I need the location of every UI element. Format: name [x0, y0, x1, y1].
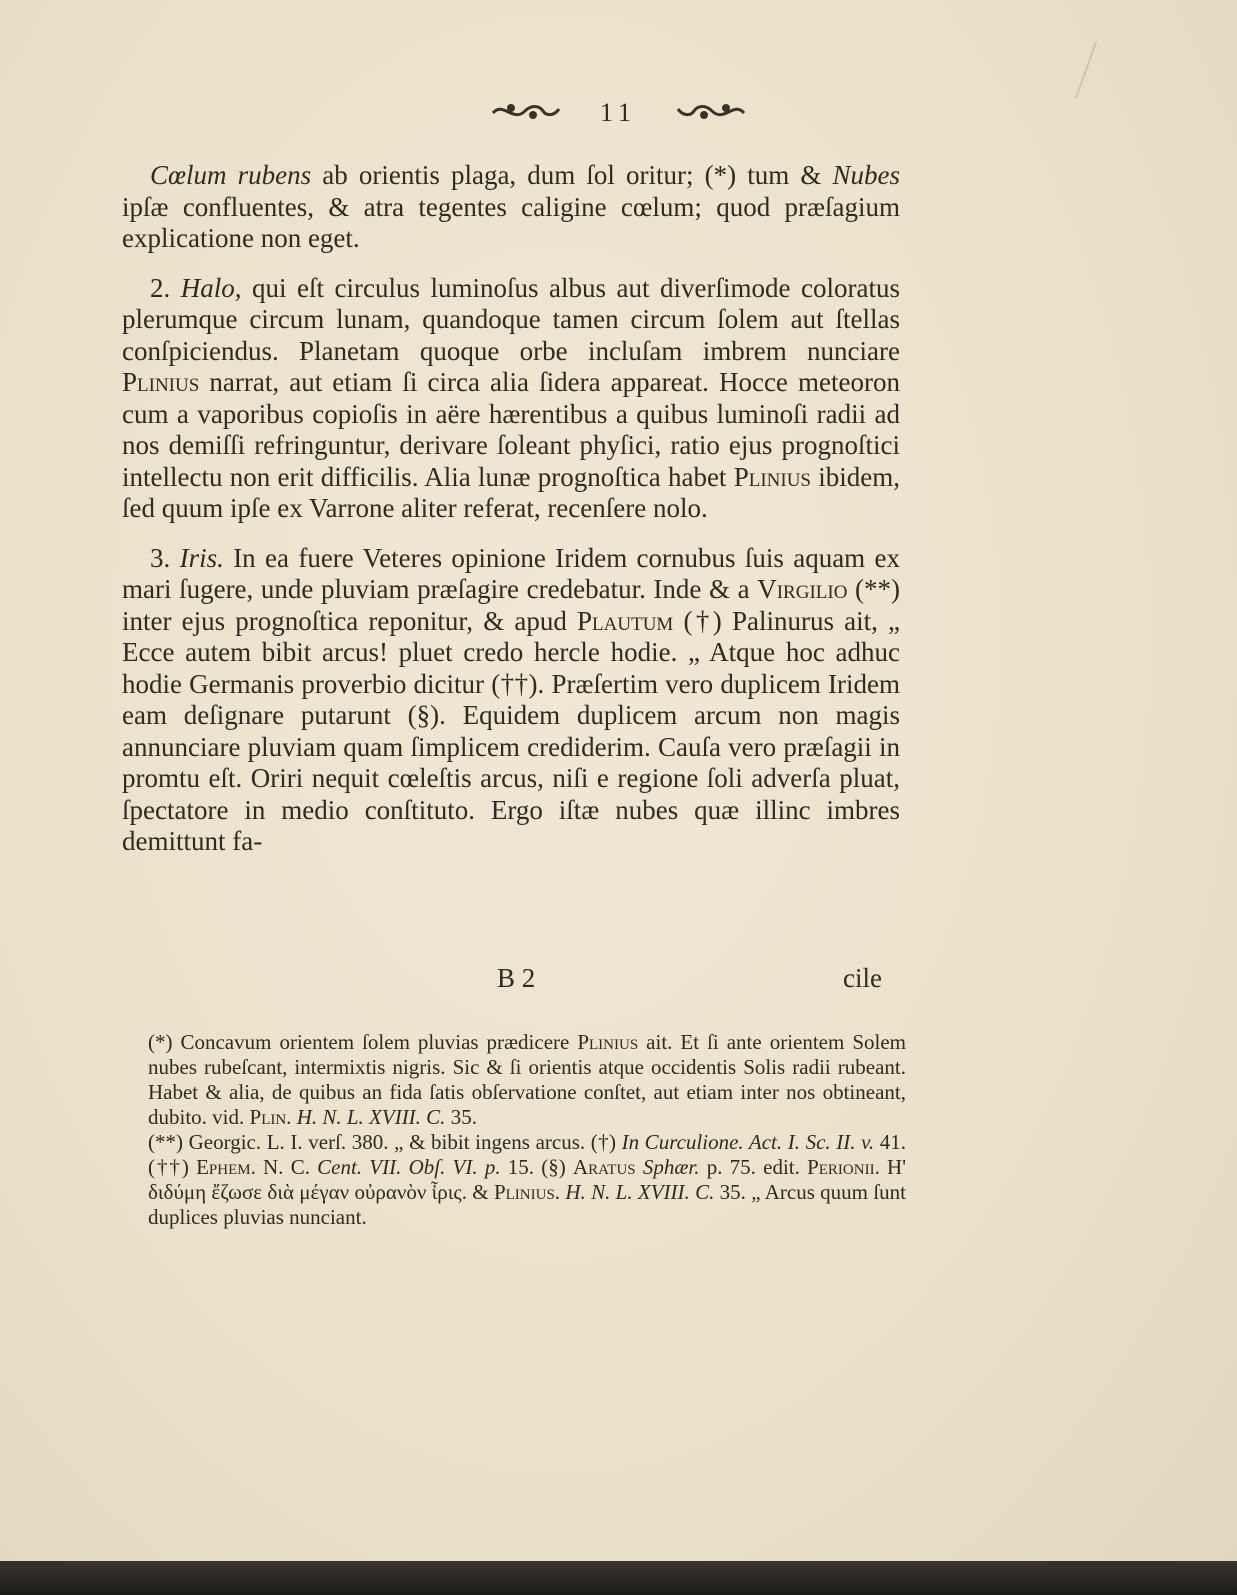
fleuron-left-icon [491, 99, 561, 132]
paper-mark [1075, 41, 1097, 98]
main-text [122, 160, 900, 858]
page-header [0, 98, 1237, 132]
fleuron-right-icon [676, 99, 746, 132]
paragraph-2-halo: 2. Halo, qui eſt circulus luminoſus albus aut diverſimode coloratus plerumque circum lunam, quandoque tamen circum ſolem aut ſtellas conſpiciendus. Planetam quoque orbe incluſam imbrem nunciare Plinius narrat, aut etiam ſi circa alia ſidera appareat. Hocce meteoron cum a vaporibus copioſis in aëre hærentibus a quibus luminoſi radii ad nos demiſſi refringuntur, derivare ſoleant phyſici, ratio ejus prognoſtici intellectu non erit difficilis. Alia lunæ prognoſtica habet Plinius ibidem, ſed quum ipſe ex Varrone aliter referat, recenſere nolo. [122, 272, 900, 523]
footnotes [148, 1030, 906, 1230]
paragraph-3-iris: 3. Iris. In ea fuere Veteres opinione Iridem cornubus ſuis aquam ex mari ſugere, unde pluviam præſagire credebatur. Inde & a Virgilio (**) inter ejus prognoſtica reponitur, & apud Plautum (†) Palinurus ait, „ Ecce autem bibit arcus! pluet credo hercle hodie. „ Atque hoc adhuc hodie Germanis proverbio dicitur (††). Præſertim vero duplicem Iridem eam deſignare putarunt (§). Equidem duplicem arcum non magis annunciare pluviam quam ſimplicem crediderim. Cauſa vero præſagii in promtu eſt. Oriri nequit cœleſtis arcus, niſi e regione ſoli adverſa pluat, ſpectatore in medio conſtituto. Ergo iſtæ nubes quæ illinc imbres demittunt fa- [122, 542, 901, 856]
signature-mark: B 2 [497, 963, 536, 993]
paragraph-1: Cœlum rubens ab orientis plaga, dum ſol oritur; (*) tum & Nubes ipſæ confluentes, & atra tegentes caligine cœlum; quod præſagium explicatione non eget. [122, 160, 900, 253]
page-bottom-edge [0, 1561, 1237, 1595]
footnote-1: (*) Concavum orientem ſolem pluvias prædicere Plinius ait. Et ſi ante orientem Solem nubes rubeſcant, intermixtis nigris. Sic & ſi orientis atque occidentis Solis radii rubeant. Habet & alia, de quibus an fida ſatis obſervatione conſtet, aut etiam inter nos obtineant, dubito. vid. Plin. H. N. L. XVIII. C. 35. [148, 1030, 906, 1129]
catchword: cile [843, 963, 882, 993]
page-number: 11 [599, 98, 638, 127]
footnote-2: (**) Georgic. L. I. verſ. 380. „ & bibit ingens arcus. (†) In Curculione. Act. I. Sc. II. v. 41. (††) Ephem. N. C. Cent. VII. Obſ. VI. p. 15. (§) Aratus Sphær. p. 75. edit. Perionii. Η' διδύμη ἔζωσε διὰ μέγαν οὐρανὸν ἶρις. & Plinius. H. N. L. XVIII. C. 35. „ Arcus quum ſunt duplices pluvias nunciant. [148, 1130, 907, 1229]
